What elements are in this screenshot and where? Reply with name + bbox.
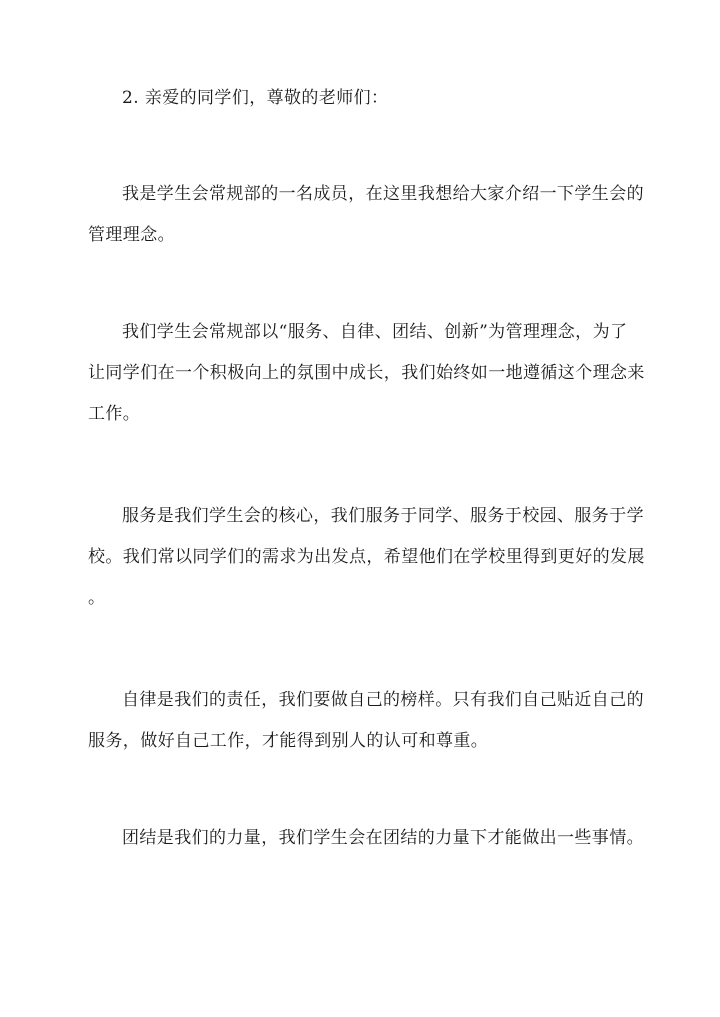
paragraph-line: 自律是我们的责任，我们要做自己的榜样。只有我们自己贴近自己的 (122, 690, 644, 710)
paragraph-intro (88, 174, 644, 256)
paragraph-philosophy (88, 312, 645, 435)
paragraph-line: 让同学们在一个积极向上的氛围中成长，我们始终如一地遵循这个理念来 (88, 363, 645, 383)
paragraph-line: 服务，做好自己工作，才能得到别人的认可和尊重。 (88, 731, 489, 751)
paragraph-service (88, 496, 645, 619)
paragraph-line: 我们学生会常规部以“服务、自律、团结、创新”为管理理念，为了 (122, 322, 628, 342)
paragraph-unity (88, 818, 644, 859)
paragraph-line: 工作。 (88, 404, 141, 424)
paragraph-line: 团结是我们的力量，我们学生会在团结的力量下才能做出一些事情。 (122, 828, 644, 848)
paragraph-line: 。 (88, 588, 106, 608)
paragraph-line: 校。我们常以同学们的需求为出发点，希望他们在学校里得到更好的发展 (88, 547, 645, 567)
paragraph-line: 服务是我们学生会的核心，我们服务于同学、服务于校园、服务于学 (122, 506, 644, 526)
paragraph-self-discipline (88, 680, 644, 762)
paragraph-line: 管理理念。 (88, 225, 175, 245)
heading-line: 2. 亲爱的同学们，尊敬的老师们： (122, 88, 389, 108)
salutation-heading (88, 78, 636, 119)
paragraph-line: 我是学生会常规部的一名成员，在这里我想给大家介绍一下学生会的 (122, 184, 644, 204)
